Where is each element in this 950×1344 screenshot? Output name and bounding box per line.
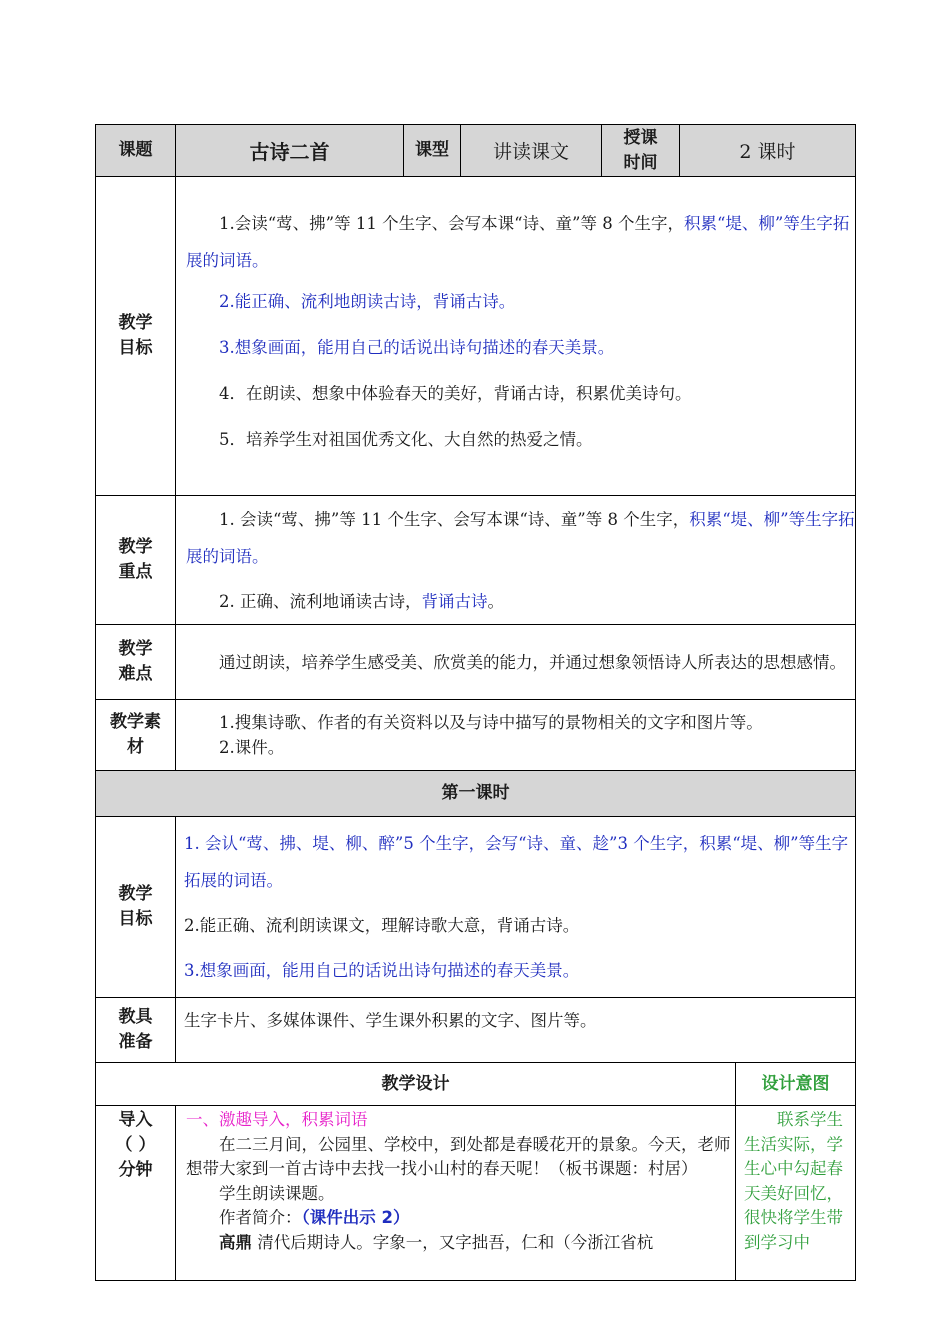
design-header-row: [96, 1063, 856, 1106]
lesson1-prep-content: 生字卡片、多媒体课件、学生课外积累的文字、图片等。: [176, 998, 856, 1063]
lesson1-title-row: [96, 771, 856, 817]
material-item-1: 1.搜集诗歌、作者的有关资料以及与诗中描写的景物相关的文字和图片等。: [219, 713, 763, 732]
key-point-1-text: 1. 会读“莺、拂”等 11 个生字、会写本课“诗、童”等 8 个生字，: [219, 509, 690, 529]
intent-content: [736, 1106, 856, 1281]
key-points-row: [96, 496, 856, 625]
author-intro-text: 清代后期诗人。字象一，又字拙吾，仁和（今浙江省杭: [252, 1232, 654, 1252]
stage-label-line2: （ ）: [115, 1135, 156, 1155]
key-point-2-end: 。: [487, 591, 504, 611]
lesson1-goal-1: 1. 会认“莺、拂、堤、柳、醉”5 个生字，会写“诗、童、趁”3 个生字，积累“堤、柳”等生字拓展的词语。: [184, 834, 849, 890]
design-intro-row: [96, 1106, 856, 1281]
design-intro-content: [176, 1106, 736, 1281]
intent-text: 联系学生生活实际，学生心中勾起春天美好回忆，很快将学生带到学习中: [744, 1110, 843, 1252]
intro-paragraph-3-text: 作者简介：: [219, 1208, 302, 1227]
materials-content: [176, 700, 856, 771]
lesson-plan-sheet: [95, 124, 855, 1281]
time-label-line2: 时间: [623, 152, 658, 173]
intro-paragraph-3: [186, 1206, 731, 1231]
material-item-2: 2.课件。: [219, 738, 285, 757]
author-name: 高鼎: [219, 1232, 252, 1252]
goal-item-1: [186, 205, 855, 279]
lesson1-goals-content: [176, 817, 856, 998]
difficulties-text: 通过朗读，培养学生感受美、欣赏美的能力，并通过想象领悟诗人所表达的思想感情。: [219, 652, 846, 672]
lesson1-goal-3: 3.想象画面，能用自己的话说出诗句描述的春天美景。: [184, 961, 580, 980]
key-point-2-highlight: 背诵古诗: [421, 591, 488, 611]
difficulties-label-line2: 难点: [118, 664, 153, 684]
stage-label-line1: 导入: [118, 1110, 153, 1130]
stage-label: [96, 1106, 176, 1281]
time-label-line1: 授课: [623, 127, 658, 148]
goal-item-4: 4．在朗读、想象中体验春天的美好，背诵古诗，积累优美诗句。: [219, 384, 692, 403]
goal-item-1-text: 1.会读“莺、拂”等 11 个生字、会写本课“诗、童”等 8 个生字，: [219, 214, 684, 233]
goal-item-1-highlight: 积累“堤、柳”等生字拓展的词语。: [186, 214, 850, 270]
time-label: [602, 125, 680, 177]
difficulties-label-line1: 教学: [118, 639, 153, 659]
key-point-2-text: 2. 正确、流利地诵读古诗，: [219, 591, 422, 611]
key-point-1-highlight: 积累“堤、柳”等生字拓展的词语。: [186, 509, 855, 566]
lesson1-goals-row: [96, 817, 856, 998]
goal-item-5: 5．培养学生对祖国优秀文化、大自然的热爱之情。: [219, 430, 593, 449]
difficulties-row: [96, 625, 856, 700]
goals-label: [96, 177, 176, 496]
lesson1-goals-label-line1: 教学: [118, 884, 153, 904]
lesson1-prep-label-line1: 教具: [118, 1007, 153, 1027]
intro-paragraph-1: 在二三月间，公园里、学校中，到处都是春暖花开的景象。今天，老师想带大家到一首古诗中去找一找小山村的春天呢！（板书课题：村居）: [186, 1134, 731, 1178]
design-table: [95, 1063, 856, 1281]
lesson1-goals-label-line2: 目标: [118, 909, 153, 929]
key-point-1: [186, 501, 855, 575]
lesson1-prep-label: [96, 998, 176, 1063]
materials-label-line1: 教学素: [110, 712, 161, 732]
intent-header: 设计意图: [736, 1063, 856, 1106]
key-points-label-line2: 重点: [118, 562, 153, 582]
goal-item-2: 2.能正确、流利地朗读古诗，背诵古诗。: [219, 292, 516, 311]
key-points-label: [96, 496, 176, 625]
lesson1-title: 第一课时: [96, 771, 856, 817]
lesson1-prep-label-line2: 准备: [118, 1032, 153, 1052]
lesson1-goals-label: [96, 817, 176, 998]
intro-paragraph-2: 学生朗读课题。: [219, 1183, 335, 1203]
materials-label: [96, 700, 176, 771]
goal-item-3: 3.想象画面，能用自己的话说出诗句描述的春天美景。: [219, 338, 615, 357]
lesson1-goal-2: 2.能正确、流利朗读课文，理解诗歌大意，背诵古诗。: [184, 916, 580, 935]
time-value: 2 课时: [680, 125, 856, 177]
topic-label: 课题: [96, 125, 176, 177]
difficulties-content: [176, 625, 856, 700]
materials-row: [96, 700, 856, 771]
key-points-label-line1: 教学: [118, 537, 153, 557]
lesson-plan-table: [95, 124, 856, 1063]
design-header: 教学设计: [96, 1063, 736, 1106]
materials-label-line2: 材: [127, 737, 144, 757]
header-row: [96, 125, 856, 177]
key-points-content: [176, 496, 856, 625]
stage-label-line3: 分钟: [118, 1160, 153, 1180]
key-point-2: [186, 583, 855, 620]
goals-row: [96, 177, 856, 496]
intro-paragraph-4: [186, 1231, 731, 1256]
topic-value: 古诗二首: [176, 125, 404, 177]
goals-content: [176, 177, 856, 496]
goals-label-line1: 教学: [118, 313, 153, 333]
goals-label-line2: 目标: [118, 338, 153, 358]
type-value: 讲读课文: [461, 125, 602, 177]
difficulties-label: [96, 625, 176, 700]
section-title: 一、激趣导入，积累词语: [186, 1110, 368, 1129]
lesson1-prep-row: [96, 998, 856, 1063]
intro-paragraph-3-highlight: （课件出示 2）: [301, 1208, 410, 1227]
type-label: 课型: [404, 125, 461, 177]
